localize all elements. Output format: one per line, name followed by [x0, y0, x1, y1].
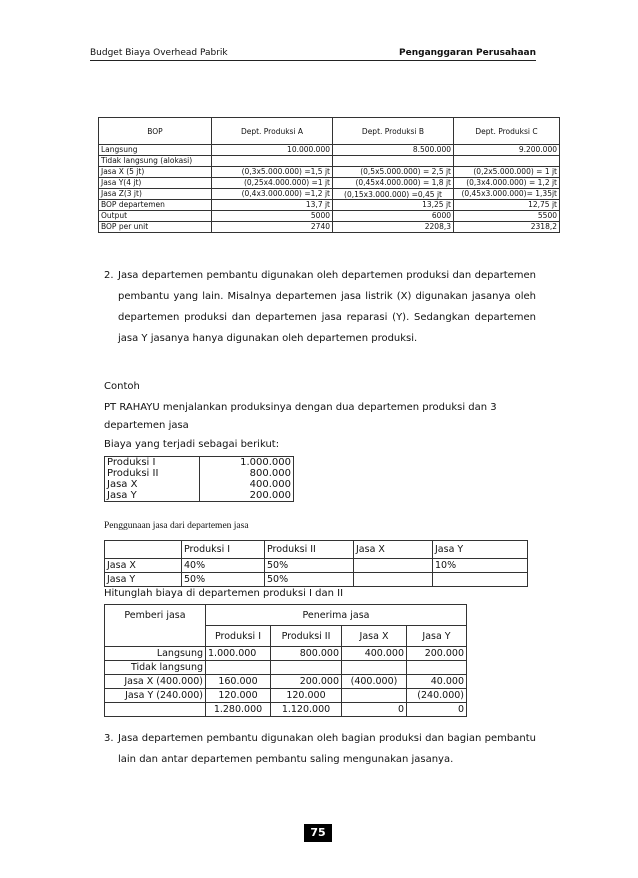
- table-cell: 120.000: [271, 689, 342, 703]
- table-header-cell: BOP: [99, 118, 212, 145]
- cost-table: [104, 456, 294, 502]
- header-left: Budget Biaya Overhead Pabrik: [90, 48, 228, 58]
- service-usage-table: [104, 540, 528, 587]
- table-cell: Jasa X (400.000): [105, 675, 206, 689]
- penggunaan-caption: Penggunaan jasa dari departemen jasa: [104, 521, 249, 531]
- table-cell: (0,3x5.000.000) =1,5 jt: [212, 167, 333, 178]
- allocation-result-table: [104, 604, 467, 717]
- table-cell: 200.000: [199, 490, 293, 502]
- table-cell: (0,15x3.000.000) =0,45 jt: [333, 189, 454, 200]
- table-cell: (0,45x3.000.000)= 1,35jt: [454, 189, 560, 200]
- table-cell: 800.000: [199, 468, 293, 479]
- table-cell: Jasa Y (240.000): [105, 689, 206, 703]
- table-row: [105, 573, 528, 587]
- contoh-line1: PT RAHAYU menjalankan produksinya dengan dua departemen produksi dan 3: [104, 402, 497, 413]
- table-cell: Jasa Y: [105, 573, 182, 587]
- table-cell: 13,7 jt: [212, 200, 333, 211]
- table-cell: 12,75 jt: [454, 200, 560, 211]
- table-cell: Jasa X: [105, 479, 200, 490]
- table-cell: Tidak langsung (alokasi): [99, 156, 212, 167]
- table-cell: Langsung: [99, 145, 212, 156]
- pemberi-header: Pemberi jasa: [105, 605, 206, 647]
- table-cell: 200.000: [271, 675, 342, 689]
- table-cell: 5000: [212, 211, 333, 222]
- table-row: [105, 479, 294, 490]
- table-cell: [354, 559, 433, 573]
- table-cell: 120.000: [206, 689, 271, 703]
- contoh-line2: departemen jasa: [104, 420, 189, 431]
- table-row: [99, 200, 560, 211]
- page-number: 75: [304, 824, 332, 842]
- table-row: [99, 156, 560, 167]
- table-cell: 8.500.000: [333, 145, 454, 156]
- table-row: [105, 689, 467, 703]
- para3-text: Jasa departemen pembantu digunakan oleh bagian produksi dan bagian pembantu lain dan antar departemen pembantu saling mengunakan jasanya.: [118, 733, 536, 765]
- table-cell: 1.000.000: [199, 457, 293, 469]
- table-cell: [454, 156, 560, 167]
- table-header-row: [105, 541, 528, 559]
- table-cell: Jasa Z(3 jt): [99, 189, 212, 200]
- table-row: [105, 468, 294, 479]
- table-cell: [271, 661, 342, 675]
- table-cell: 50%: [265, 559, 354, 573]
- table-cell: [333, 156, 454, 167]
- penerima-header: Penerima jasa: [206, 605, 467, 626]
- table-cell: 1.120.000: [271, 703, 342, 717]
- table-row: [105, 490, 294, 502]
- table-cell: [354, 573, 433, 587]
- table-cell: (0,45x4.000.000) = 1,8 jt: [333, 178, 454, 189]
- table-cell: (0,25x4.000.000) =1 jt: [212, 178, 333, 189]
- table-cell: (0,4x3.000.000) =1,2 jt: [212, 189, 333, 200]
- table-cell: [433, 573, 528, 587]
- bop-allocation-table: [98, 117, 560, 233]
- para2-number: 2.: [104, 270, 114, 281]
- table-cell: 50%: [182, 573, 265, 587]
- table-cell: 50%: [265, 573, 354, 587]
- table-cell: Langsung: [105, 647, 206, 661]
- table-header-cell: Produksi I: [206, 626, 271, 647]
- hitunglah-text: Hitunglah biaya di departemen produksi I dan II: [104, 588, 344, 599]
- table-cell: 2318,2: [454, 222, 560, 233]
- table-cell: BOP departemen: [99, 200, 212, 211]
- table-cell: 2740: [212, 222, 333, 233]
- table-header-cell: Jasa X: [354, 541, 433, 559]
- table-cell: 13,25 jt: [333, 200, 454, 211]
- table-cell: (0,5x5.000.000) = 2,5 jt: [333, 167, 454, 178]
- table-row: [105, 703, 467, 717]
- table-cell: [342, 661, 407, 675]
- table-header-cell: Jasa Y: [407, 626, 467, 647]
- para3-number: 3.: [104, 733, 114, 744]
- table-row: [99, 211, 560, 222]
- table-cell: 40%: [182, 559, 265, 573]
- table-header-cell: Produksi II: [265, 541, 354, 559]
- table-header-cell: Dept. Produksi B: [333, 118, 454, 145]
- table-row: [105, 457, 294, 469]
- table-header-cell: Jasa Y: [433, 541, 528, 559]
- table-cell: 0: [407, 703, 467, 717]
- table-cell: [206, 661, 271, 675]
- table-cell: 1.280.000: [206, 703, 271, 717]
- table-header-cell: Jasa X: [342, 626, 407, 647]
- table-cell: Jasa Y(4 jt): [99, 178, 212, 189]
- table-header-cell: Dept. Produksi C: [454, 118, 560, 145]
- table-row: [99, 189, 560, 200]
- table-cell: 800.000: [271, 647, 342, 661]
- table-cell: (240.000): [407, 689, 467, 703]
- table-row: [99, 178, 560, 189]
- table-cell: (400.000): [342, 675, 407, 689]
- table-cell: Jasa X (5 jt): [99, 167, 212, 178]
- table-cell: Produksi II: [105, 468, 200, 479]
- table-cell: 2208,3: [333, 222, 454, 233]
- table-cell: 10.000.000: [212, 145, 333, 156]
- table-row: [105, 647, 467, 661]
- table-cell: [407, 661, 467, 675]
- table-row: [105, 559, 528, 573]
- contoh-title: Contoh: [104, 381, 140, 392]
- table-cell: Jasa X: [105, 559, 182, 573]
- table-cell: Output: [99, 211, 212, 222]
- table-cell: (0,3x4.000.000) = 1,2 jt: [454, 178, 560, 189]
- table-cell: 400.000: [199, 479, 293, 490]
- table-header-row: [99, 118, 560, 145]
- table-cell: [342, 689, 407, 703]
- table-header-cell: Dept. Produksi A: [212, 118, 333, 145]
- table-cell: 40.000: [407, 675, 467, 689]
- para2-text: Jasa departemen pembantu digunakan oleh departemen produksi dan departemen pembantu yang lain. Misalnya departemen jasa listrik (X) digunakan jasanya oleh departemen produksi dan departemen jasa reparasi (Y). Sedangkan departemen jasa Y jasanya hanya digunakan oleh departemen produksi.: [118, 270, 536, 344]
- table-row: [99, 222, 560, 233]
- table-row: [99, 167, 560, 178]
- table-cell: 9.200.000: [454, 145, 560, 156]
- table-cell: [212, 156, 333, 167]
- table-cell: 0: [342, 703, 407, 717]
- table-cell: 200.000: [407, 647, 467, 661]
- header-right: Penganggaran Perusahaan: [399, 48, 536, 58]
- table-cell: (0,2x5.000.000) = 1 jt: [454, 167, 560, 178]
- table-header-cell: Produksi I: [182, 541, 265, 559]
- table-cell: Produksi I: [105, 457, 200, 469]
- table-cell: BOP per unit: [99, 222, 212, 233]
- table-cell: 400.000: [342, 647, 407, 661]
- table-header-cell: [105, 541, 182, 559]
- table-cell: Tidak langsung: [105, 661, 206, 675]
- table-header-cell: Produksi II: [271, 626, 342, 647]
- table-header-row: [105, 605, 467, 626]
- header-rule: [90, 60, 536, 61]
- table-cell: 1.000.000: [206, 647, 271, 661]
- table-cell: Jasa Y: [105, 490, 200, 502]
- table-cell: [105, 703, 206, 717]
- contoh-line3: Biaya yang terjadi sebagai berikut:: [104, 439, 280, 450]
- table-cell: 160.000: [206, 675, 271, 689]
- table-cell: 10%: [433, 559, 528, 573]
- table-row: [105, 675, 467, 689]
- table-row: [105, 661, 467, 675]
- table-cell: 5500: [454, 211, 560, 222]
- table-cell: 6000: [333, 211, 454, 222]
- table-row: [99, 145, 560, 156]
